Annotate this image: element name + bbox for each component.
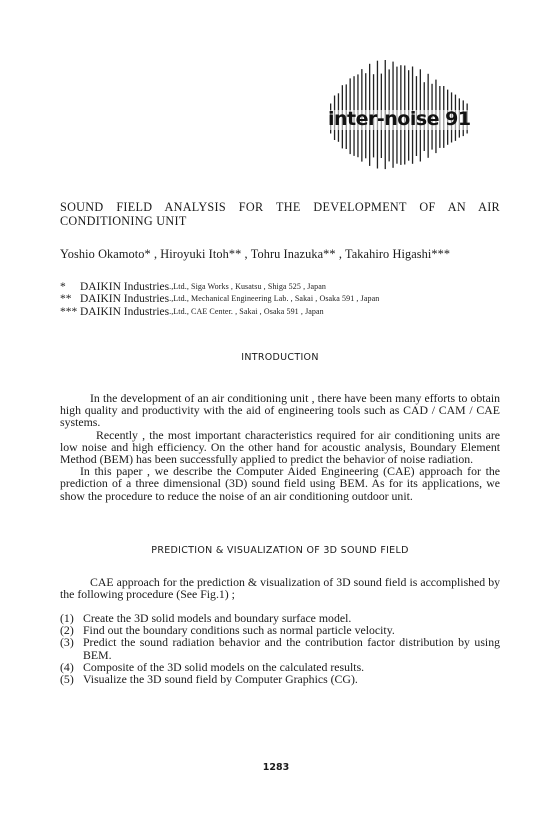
affiliation-mark: *** bbox=[60, 305, 78, 318]
prediction-body bbox=[60, 576, 500, 600]
step-text: Visualize the 3D sound field by Computer Graphics (CG). bbox=[83, 672, 358, 687]
logo-text: inter-noise 91 bbox=[328, 108, 471, 130]
introduction-paragraph-3: In this paper , we describe the Computer Aided Engineering (CAE) approach for the prediction of a three dimensional (3D) sound field using BEM. As for its applications, we show the procedure to reduce the noise of an air conditioning outdoor unit. bbox=[60, 464, 500, 503]
affiliation-3 bbox=[60, 306, 530, 318]
affiliation-company: DAIKIN Industries bbox=[80, 305, 170, 318]
author-list: Yoshio Okamoto* , Hiroyuki Itoh** , Tohru Inazuka** , Takahiro Higashi*** bbox=[60, 247, 451, 261]
step-number: (3) bbox=[60, 635, 74, 650]
affiliation-detail: .,Ltd., Mechanical Engineering Lab. , Sakai , Osaka 591 , Japan bbox=[169, 294, 380, 304]
step-text: Predict the sound radiation behavior and the contribution factor distribution by using BEM. bbox=[83, 635, 500, 662]
list-item bbox=[60, 673, 500, 685]
affiliation-detail: .,Ltd., Siga Works , Kusatsu , Shiga 525 , Japan bbox=[169, 282, 326, 291]
step-number: (2) bbox=[60, 623, 74, 638]
introduction-paragraph-1: In the development of an air conditioning unit , there have been many efforts to obtain high quality and productivity with the aid of engineering tools such as CAD / CAM / CAE systems. bbox=[60, 391, 500, 430]
affiliation-mark: * bbox=[60, 281, 66, 293]
step-number: (4) bbox=[60, 659, 74, 674]
introduction-heading: INTRODUCTION bbox=[241, 352, 319, 363]
prediction-heading: PREDICTION & VISUALIZATION OF 3D SOUND FIELD bbox=[151, 545, 409, 556]
step-text: Find out the boundary conditions such as normal particle velocity. bbox=[83, 623, 395, 638]
affiliation-detail: .,Ltd., CAE Center. , Sakai , Osaka 591 , Japan bbox=[169, 306, 324, 316]
step-number: (1) bbox=[60, 611, 74, 625]
step-number: (5) bbox=[60, 672, 74, 687]
prediction-paragraph-1: CAE approach for the prediction & visualization of 3D sound field is accomplished by the following procedure (See Fig.1) ; bbox=[60, 575, 500, 602]
page-number: 1283 bbox=[262, 762, 290, 773]
affiliation-mark: ** bbox=[60, 293, 72, 306]
inter-noise-logo bbox=[326, 58, 476, 183]
affiliation-list bbox=[60, 281, 530, 318]
step-text: Composite of the 3D solid models on the calculated results. bbox=[83, 659, 365, 674]
affiliation-company: DAIKIN Industries bbox=[80, 293, 170, 306]
introduction-body bbox=[60, 392, 500, 502]
list-item bbox=[60, 636, 500, 660]
affiliation-2 bbox=[60, 293, 530, 305]
affiliation-company: DAIKIN Industries bbox=[80, 281, 170, 293]
step-text: Create the 3D solid models and boundary surface model. bbox=[83, 611, 352, 625]
affiliation-1 bbox=[60, 281, 530, 293]
introduction-paragraph-2: Recently , the most important characteristics required for air conditioning units are low noise and high efficiency. On the other hand for acoustic analysis, Boundary Element Method (BEM) has been successfully applied to predict the behavior of noise radiation. bbox=[60, 427, 500, 467]
procedure-list bbox=[60, 612, 500, 685]
paper-title: SOUND FIELD ANALYSIS FOR THE DEVELOPMENT OF AN AIR CONDITIONING UNIT bbox=[60, 200, 500, 228]
